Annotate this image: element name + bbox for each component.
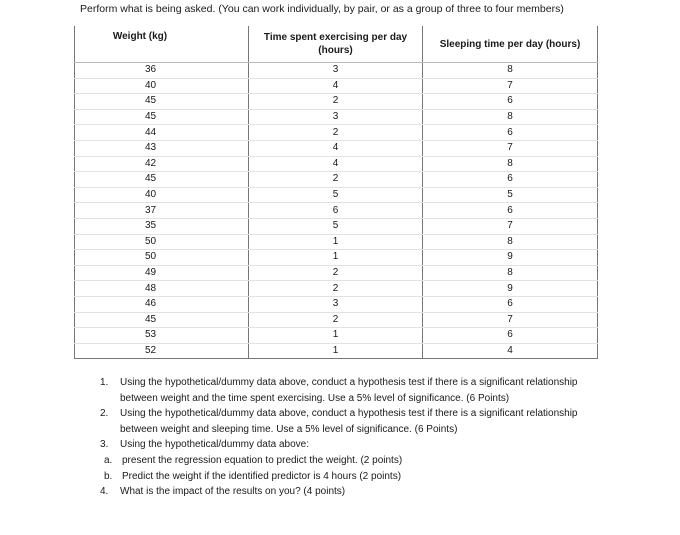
question-item (100, 406, 590, 437)
exercise-cell: 2 (249, 125, 423, 141)
table-row (75, 172, 598, 188)
sleep-cell: 4 (423, 343, 598, 359)
weight-cell: 44 (75, 125, 249, 141)
weight-cell: 43 (75, 140, 249, 156)
table-row (75, 265, 598, 281)
weight-cell: 46 (75, 296, 249, 312)
weight-cell: 53 (75, 328, 249, 344)
weight-cell: 45 (75, 94, 249, 110)
sleep-cell: 8 (423, 156, 598, 172)
header-sleep-time: Sleeping time per day (hours) (423, 26, 598, 63)
question-item (100, 437, 590, 453)
weight-cell: 52 (75, 343, 249, 359)
table-row (75, 156, 598, 172)
exercise-cell: 3 (249, 63, 423, 79)
subquestion-letter: a. (104, 454, 113, 466)
exercise-cell: 4 (249, 140, 423, 156)
sleep-cell: 7 (423, 218, 598, 234)
sleep-cell: 9 (423, 281, 598, 297)
sleep-cell: 8 (423, 63, 598, 79)
table-row (75, 63, 598, 79)
question-list (100, 375, 590, 500)
table-row (75, 328, 598, 344)
sleep-cell: 8 (423, 234, 598, 250)
exercise-cell: 1 (249, 250, 423, 266)
table-row (75, 187, 598, 203)
question-text: What is the impact of the results on you? (4 points) (120, 486, 346, 498)
exercise-cell: 1 (249, 234, 423, 250)
question-text: Using the hypothetical/dummy data above, conduct a hypothesis test if there is a significant relationship between weight and the time spent exercising. Use a 5% level of significance. (6 Points) (120, 377, 578, 404)
subquestion-item (104, 469, 590, 485)
exercise-cell: 6 (249, 203, 423, 219)
table-row (75, 94, 598, 110)
exercise-cell: 4 (249, 78, 423, 94)
exercise-cell: 2 (249, 172, 423, 188)
sleep-cell: 6 (423, 296, 598, 312)
exercise-cell: 2 (249, 94, 423, 110)
sleep-cell: 6 (423, 172, 598, 188)
sleep-cell: 6 (423, 94, 598, 110)
table-row (75, 234, 598, 250)
instructions-text: Perform what is being asked. (You can work individually, by pair, or as a group of three to four members) (80, 3, 564, 15)
exercise-cell: 5 (249, 218, 423, 234)
subquestion-item (104, 453, 590, 469)
table-row (75, 109, 598, 125)
exercise-cell: 3 (249, 296, 423, 312)
header-exercise-time: Time spent exercising per day (hours) (249, 26, 423, 63)
sleep-cell: 7 (423, 140, 598, 156)
question-number: 4. (100, 486, 109, 498)
weight-cell: 45 (75, 312, 249, 328)
sleep-cell: 8 (423, 109, 598, 125)
table-row (75, 343, 598, 359)
weight-cell: 45 (75, 109, 249, 125)
weight-cell: 50 (75, 234, 249, 250)
question-text: Using the hypothetical/dummy data above: (120, 439, 309, 451)
sleep-cell: 9 (423, 250, 598, 266)
exercise-cell: 2 (249, 265, 423, 281)
exercise-cell: 1 (249, 328, 423, 344)
header-weight: Weight (kg) (75, 26, 249, 63)
question-text: Using the hypothetical/dummy data above, conduct a hypothesis test if there is a significant relationship between weight and sleeping time. Use a 5% level of significance. (6 Points) (120, 408, 578, 435)
question-number: 2. (100, 408, 109, 420)
exercise-cell: 1 (249, 343, 423, 359)
exercise-cell: 3 (249, 109, 423, 125)
data-table (74, 26, 598, 359)
weight-cell: 36 (75, 63, 249, 79)
weight-cell: 40 (75, 78, 249, 94)
weight-cell: 45 (75, 172, 249, 188)
table-row (75, 250, 598, 266)
subquestion-text: present the regression equation to predict the weight. (2 points) (122, 454, 403, 466)
table-row (75, 78, 598, 94)
question-number: 3. (100, 439, 109, 451)
table-row (75, 296, 598, 312)
question-item (100, 375, 590, 406)
sleep-cell: 7 (423, 312, 598, 328)
table-body (75, 63, 598, 359)
table-header-row (75, 26, 598, 63)
table-row (75, 312, 598, 328)
subquestion-letter: b. (104, 470, 113, 482)
table-row (75, 281, 598, 297)
exercise-cell: 5 (249, 187, 423, 203)
weight-cell: 49 (75, 265, 249, 281)
table-row (75, 125, 598, 141)
sleep-cell: 8 (423, 265, 598, 281)
weight-cell: 42 (75, 156, 249, 172)
exercise-cell: 4 (249, 156, 423, 172)
weight-cell: 50 (75, 250, 249, 266)
sleep-cell: 7 (423, 78, 598, 94)
table-row (75, 218, 598, 234)
exercise-cell: 2 (249, 312, 423, 328)
weight-cell: 40 (75, 187, 249, 203)
sleep-cell: 6 (423, 125, 598, 141)
question-item (100, 484, 590, 500)
weight-cell: 35 (75, 218, 249, 234)
sleep-cell: 5 (423, 187, 598, 203)
question-number: 1. (100, 377, 109, 388)
table-row (75, 203, 598, 219)
table-row (75, 140, 598, 156)
subquestion-text: Predict the weight if the identified predictor is 4 hours (2 points) (122, 470, 402, 482)
weight-cell: 37 (75, 203, 249, 219)
sleep-cell: 6 (423, 203, 598, 219)
sleep-cell: 6 (423, 328, 598, 344)
weight-cell: 48 (75, 281, 249, 297)
exercise-cell: 2 (249, 281, 423, 297)
